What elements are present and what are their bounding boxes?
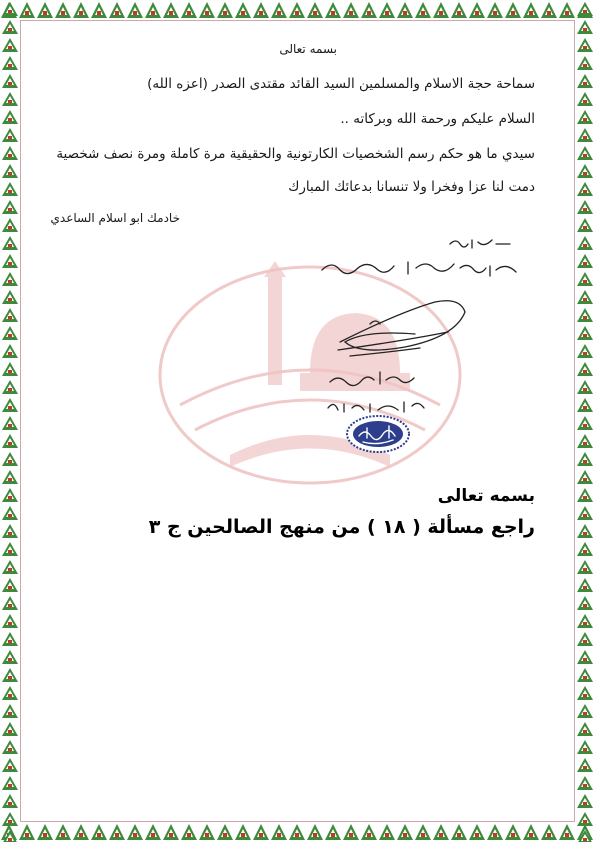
answer-title: بسمه تعالى [437, 486, 535, 506]
decorative-border-top [0, 0, 595, 20]
letter-greeting: السلام عليكم ورحمة الله وبركاته .. [340, 111, 535, 127]
letter-title: بسمه تعالى [279, 42, 337, 56]
decorative-border-right [575, 0, 595, 842]
letter-question: سيدي ما هو حكم رسم الشخصيات الكارتونية والحقيقية مرة كاملة ومرة نصف شخصية [56, 146, 535, 162]
handwritten-reply-signature [300, 232, 530, 432]
letter-closing: دمت لنا عزا وفخرا ولا تنسانا بدعائك المبارك [288, 179, 535, 195]
decorative-border-left [0, 0, 20, 842]
letter-signature: خادمك ابو اسلام الساعدي [50, 211, 180, 225]
letter-address: سماحة حجة الاسلام والمسلمين السيد القائد مقتدى الصدر (اعزه الله) [147, 76, 535, 92]
official-seal [345, 414, 411, 454]
decorative-border-bottom [0, 822, 595, 842]
answer-reference: راجع مسألة ( ١٨ ) من منهج الصالحين ج ٣ [148, 516, 535, 538]
